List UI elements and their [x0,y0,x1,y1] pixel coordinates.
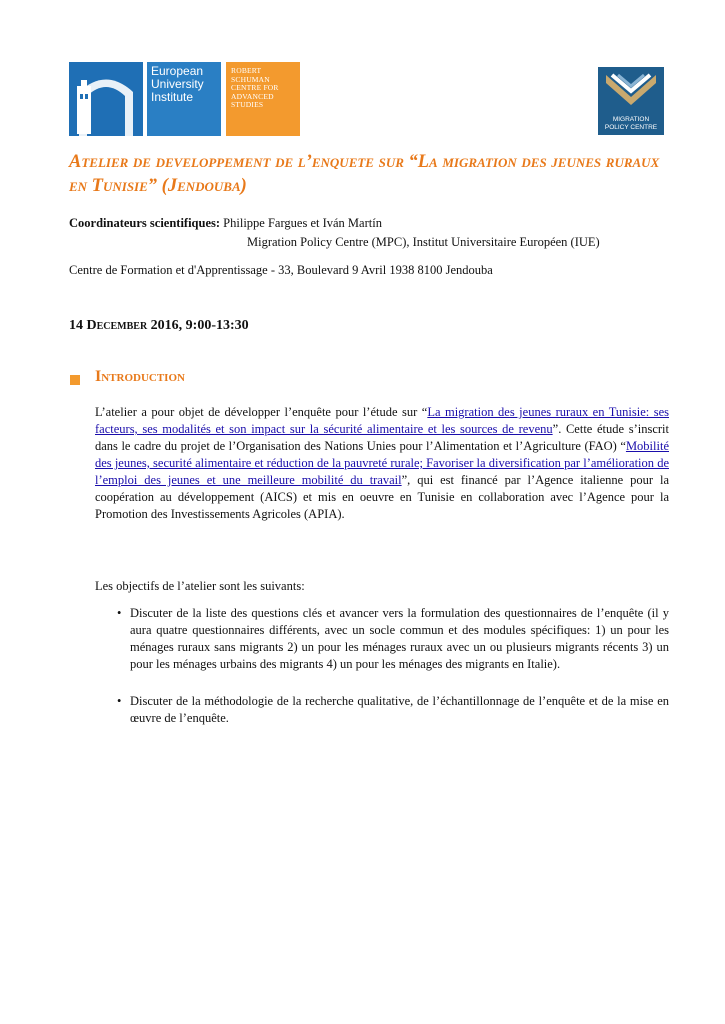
intro-text-1: L’atelier a pour objet de développer l’enquête pour l’étude sur “ [95,405,428,419]
objectives-intro: Les objectifs de l’atelier sont les suivants: [95,579,305,593]
coordinators-affiliation: Migration Policy Centre (MPC), Institut Universitaire Européen (IUE) [247,235,600,249]
eui-logo [69,62,300,136]
eui-logo-text: European University Institute [147,62,221,136]
mpc-emblem-icon [598,67,664,111]
study-link[interactable]: La migration des jeunes ruraux en Tunisie: ses facteurs, ses modalités et son impact sur la sécurité alimentaire et les sources de revenu [95,405,669,436]
section-bullet-icon [70,375,80,385]
coordinators-names: Philippe Fargues et Iván Martín [223,216,382,230]
document-title: Atelier de developpement de l’enquete sur “La migration des jeunes ruraux en Tunisie” (Jendouba) [69,152,660,196]
mpc-logo-text: MIGRATION POLICY CENTRE [604,116,658,131]
mpc-logo [598,67,664,135]
event-date: 14 December 2016, 9:00-13:30 [69,318,249,333]
objective-text: Discuter de la liste des questions clés et avancer vers la formulation des questionnaires de l’enquête (il y aura quatre questionnaires différents, avec un socle commun et des modules spécifiques: 1) un pour les ménages ruraux sans migrants 2) un pour les ménages ruraux avec un ou plusieurs migrants récents 3) un pour les ménages urbains des migrants 4) un pour les ménages des migrants en Italie). [130,606,669,671]
objectives-list [95,605,669,727]
intro-paragraph [95,404,669,523]
eui-building-icon [69,62,143,136]
project-link[interactable]: Mobilité des jeunes, securité alimentaire et réduction de la pauvreté rurale; Favoriser la diversification par l’amélioration de l’emploi des jeunes et une meilleure mobilité du travail [95,439,669,487]
section-title: Introduction [95,368,185,385]
intro-text-2: ”. Cette étude s’inscrit dans le cadre du projet de l’Organisation des Nations Unies pour l’Alimentation et l’Agriculture (FAO) “ [95,422,669,453]
venue-address: Centre de Formation et d'Apprentissage - 33, Boulevard 9 Avril 1938 8100 Jendouba [69,263,493,277]
coordinators [69,214,382,233]
list-item [95,693,669,727]
intro-text-3: ”, qui est financé par l’Agence italienne pour la coopération au développement (AICS) et mis en oeuvre en Tunisie en collaboration avec l’Agence pour la Promotion des Investissements Agricoles (APIA). [95,473,669,521]
bullet-icon: • [117,694,122,708]
bullet-icon: • [117,606,122,620]
list-item [95,605,669,673]
coordinators-label: Coordinateurs scientifiques: [69,216,221,230]
rsc-logo-text: ROBERT SCHUMAN CENTRE FOR ADVANCED STUDIES [226,62,300,136]
objective-text: Discuter de la méthodologie de la recherche qualitative, de l’échantillonnage de l’enquête et de la mise en œuvre de l’enquête. [130,694,669,725]
